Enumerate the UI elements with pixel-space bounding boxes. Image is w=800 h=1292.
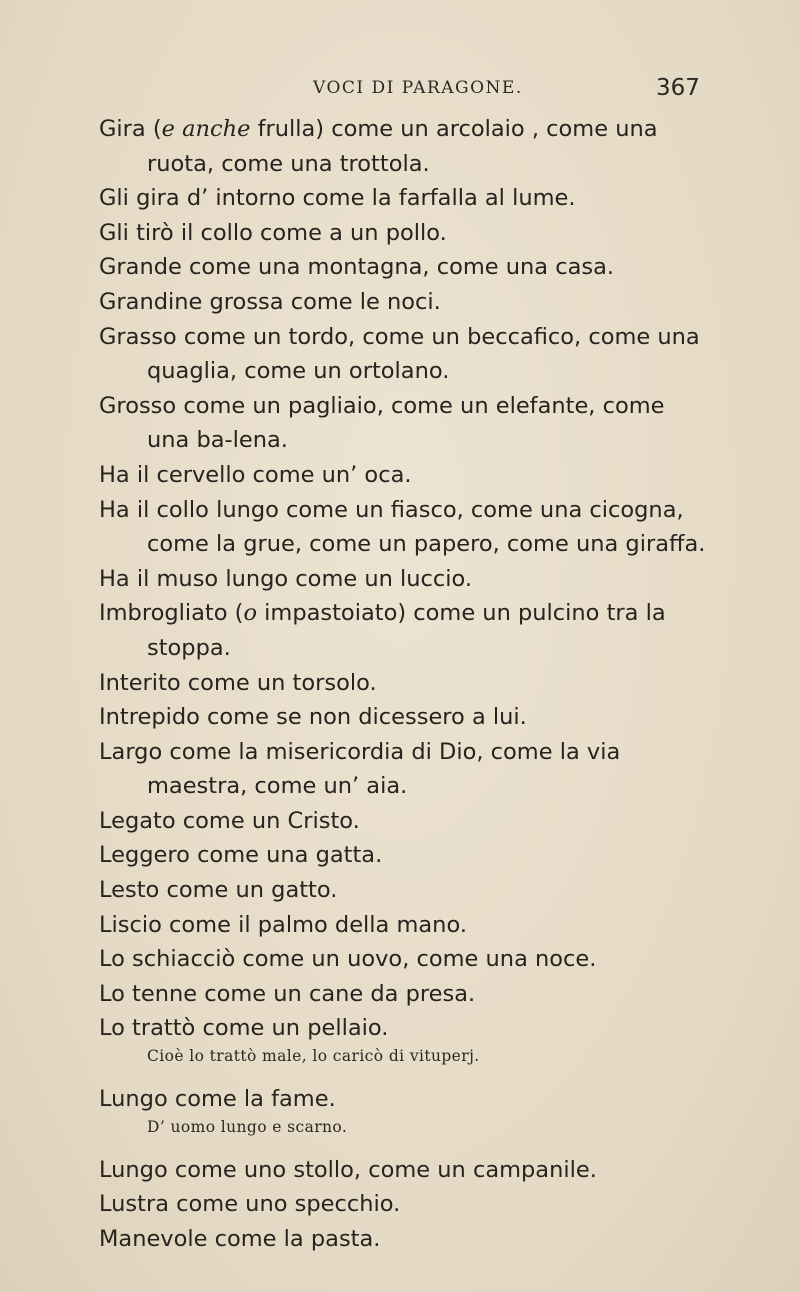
entry-lungo-fame: Lungo come la fame. [99,1086,336,1113]
entry-grande: Grande come una montagna, come una casa. [99,254,615,281]
note-fame: D’ uomo lungo e scarno. [147,1117,348,1136]
entry-gli-tiro: Gli tirò il collo come a un pollo. [99,219,447,246]
entry-liscio: Liscio come il palmo della mano. [99,911,467,938]
entry-gira: Gira (e anche frulla) come un arcolaio , come una ruota, come una trottola. [99,116,658,177]
entry-lo-schiaccio: Lo schiacciò come un uovo, come una noce. [99,946,597,973]
entry-imbrogliato: Imbrogliato (o impastoiato) come un pulcino tra la stoppa. [99,600,666,661]
italic-text: e anche [161,116,251,142]
entry-intrepido: Intrepido come se non dicessero a lui. [99,704,527,731]
running-head [0,75,800,108]
entry-grandine: Grandine grossa come le noci. [99,288,441,315]
entry-lesto: Lesto come un gatto. [99,877,338,904]
entry-legato: Legato come un Cristo. [99,807,360,834]
entry-interito: Interito come un torsolo. [99,669,377,696]
entry-largo: Largo come la misericordia di Dio, come la via maestra, come un’ aia. [99,738,621,800]
running-title: VOCI DI PARAGONE. [313,78,523,98]
entry-gli-gira: Gli gira d’ intorno come la farfalla al lume. [99,185,576,212]
entry-grasso: Grasso come un tordo, come un beccafico, come una quaglia, come un ortolano. [99,323,700,385]
entry-ha-il-muso: Ha il muso lungo come un luccio. [99,565,473,592]
entry-lungo-stollo: Lungo come uno stollo, come un campanile. [99,1156,597,1183]
entry-ha-il-collo: Ha il collo lungo come un fiasco, come una cicogna, come la grue, come un papero, come una giraffa. [99,496,706,558]
note-pellaio: Cioè lo trattò male, lo caricò di vituperj. [147,1047,480,1066]
entry-lo-tenne: Lo tenne come un cane da presa. [99,980,476,1007]
italic-text: o [243,600,257,627]
entry-ha-il-cervello: Ha il cervello come un’ oca. [99,461,412,488]
entry-leggero: Leggero come una gatta. [99,842,383,869]
entries-list [99,112,711,1256]
entry-manevole: Manevole come la pasta. [99,1225,381,1252]
entry-lustra: Lustra come uno specchio. [99,1191,401,1218]
entry-grosso: Grosso come un pagliaio, come un elefante, come una ba-lena. [99,392,665,454]
entry-lo-tratto: Lo trattò come un pellaio. [99,1015,389,1042]
page-number: 367 [656,75,700,101]
